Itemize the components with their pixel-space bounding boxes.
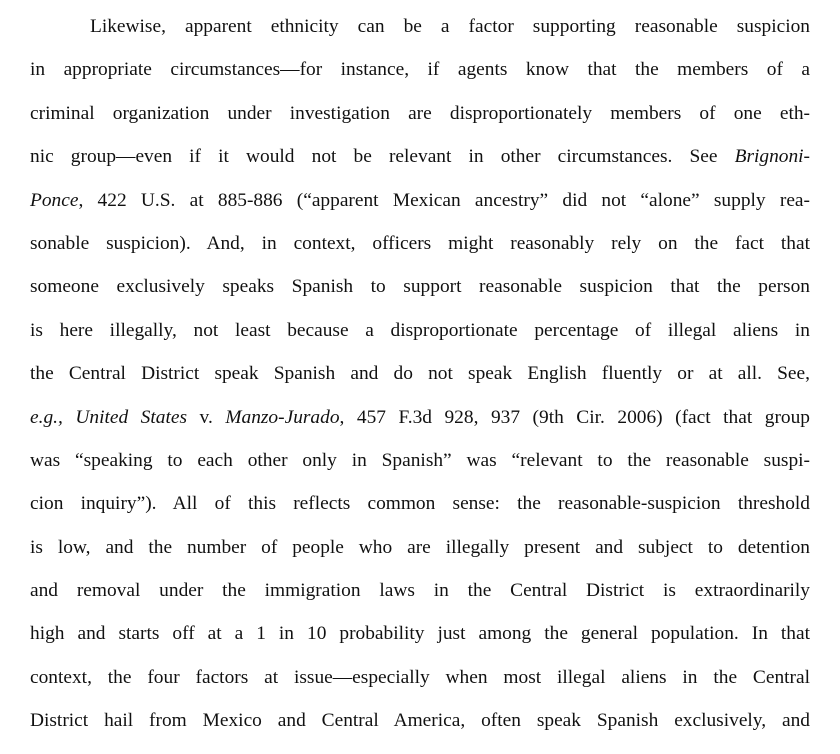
text-segment: Likewise, apparent ethnicity can be a factor supporting reasonable suspicion xyxy=(90,16,810,37)
text-line xyxy=(30,446,810,489)
text-line xyxy=(30,706,810,749)
text-segment: , 422 U.S. at 885-886 (“apparent Mexican ancestry” did not “alone” supply rea- xyxy=(78,189,810,211)
text-line xyxy=(30,359,810,402)
italic-citation: Manzo-Jurado xyxy=(225,406,340,428)
text-line xyxy=(30,576,810,619)
text-segment: was “speaking to each other only in Spanish” was “relevant to the reasonable suspi- xyxy=(30,449,810,471)
text-line xyxy=(30,489,810,532)
text-line xyxy=(30,99,810,142)
text-segment: criminal organization under investigation are disproportionately members of one eth- xyxy=(30,102,810,124)
text-line xyxy=(30,316,810,359)
text-segment: cion inquiry”). All of this reflects common sense: the reasonable-suspicion threshold xyxy=(30,493,810,515)
text-segment: someone exclusively speaks Spanish to support reasonable suspicion that the person xyxy=(30,276,810,298)
text-line xyxy=(30,619,810,662)
text-segment: , 457 F.3d 928, 937 (9th Cir. 2006) (fact that group xyxy=(339,406,810,428)
text-segment: is here illegally, not least because a disproportionate percentage of illegal aliens in xyxy=(30,319,810,341)
italic-citation: Ponce xyxy=(30,189,79,211)
text-segment: in appropriate circumstances—for instance, if agents know that the members of a xyxy=(30,59,810,81)
text-segment: District hail from Mexico and Central America, often speak Spanish exclusively, and xyxy=(30,710,810,732)
italic-citation: Brignoni- xyxy=(734,146,810,168)
italic-citation: United States xyxy=(75,406,188,428)
text-segment: context, the four factors at issue—especially when most illegal aliens in the Central xyxy=(30,666,810,688)
text-line xyxy=(30,229,810,272)
text-line xyxy=(30,12,810,55)
text-line xyxy=(30,186,810,229)
text-line xyxy=(30,142,810,185)
text-segment: and removal under the immigration laws in the Central District is extraordinarily xyxy=(30,580,810,602)
text-segment: sonable suspicion). And, in context, officers might reasonably rely on the fact that xyxy=(30,232,810,254)
text-line xyxy=(30,533,810,576)
italic-citation: e.g., xyxy=(30,406,63,428)
text-segment: high and starts off at a 1 in 10 probability just among the general population. In that xyxy=(30,623,810,645)
body-paragraph xyxy=(30,12,810,750)
text-line xyxy=(30,55,810,98)
text-segment: is low, and the number of people who are illegally present and subject to detention xyxy=(30,536,810,558)
text-segment: nic group—even if it would not be relevant in other circumstances. See xyxy=(30,146,735,168)
text-segment: the Central District speak Spanish and do not speak English fluently or at all. See, xyxy=(30,363,810,385)
text-segment: v. xyxy=(187,406,226,428)
text-line xyxy=(30,663,810,706)
text-line xyxy=(30,403,810,446)
text-segment xyxy=(63,407,76,428)
text-line xyxy=(30,272,810,315)
